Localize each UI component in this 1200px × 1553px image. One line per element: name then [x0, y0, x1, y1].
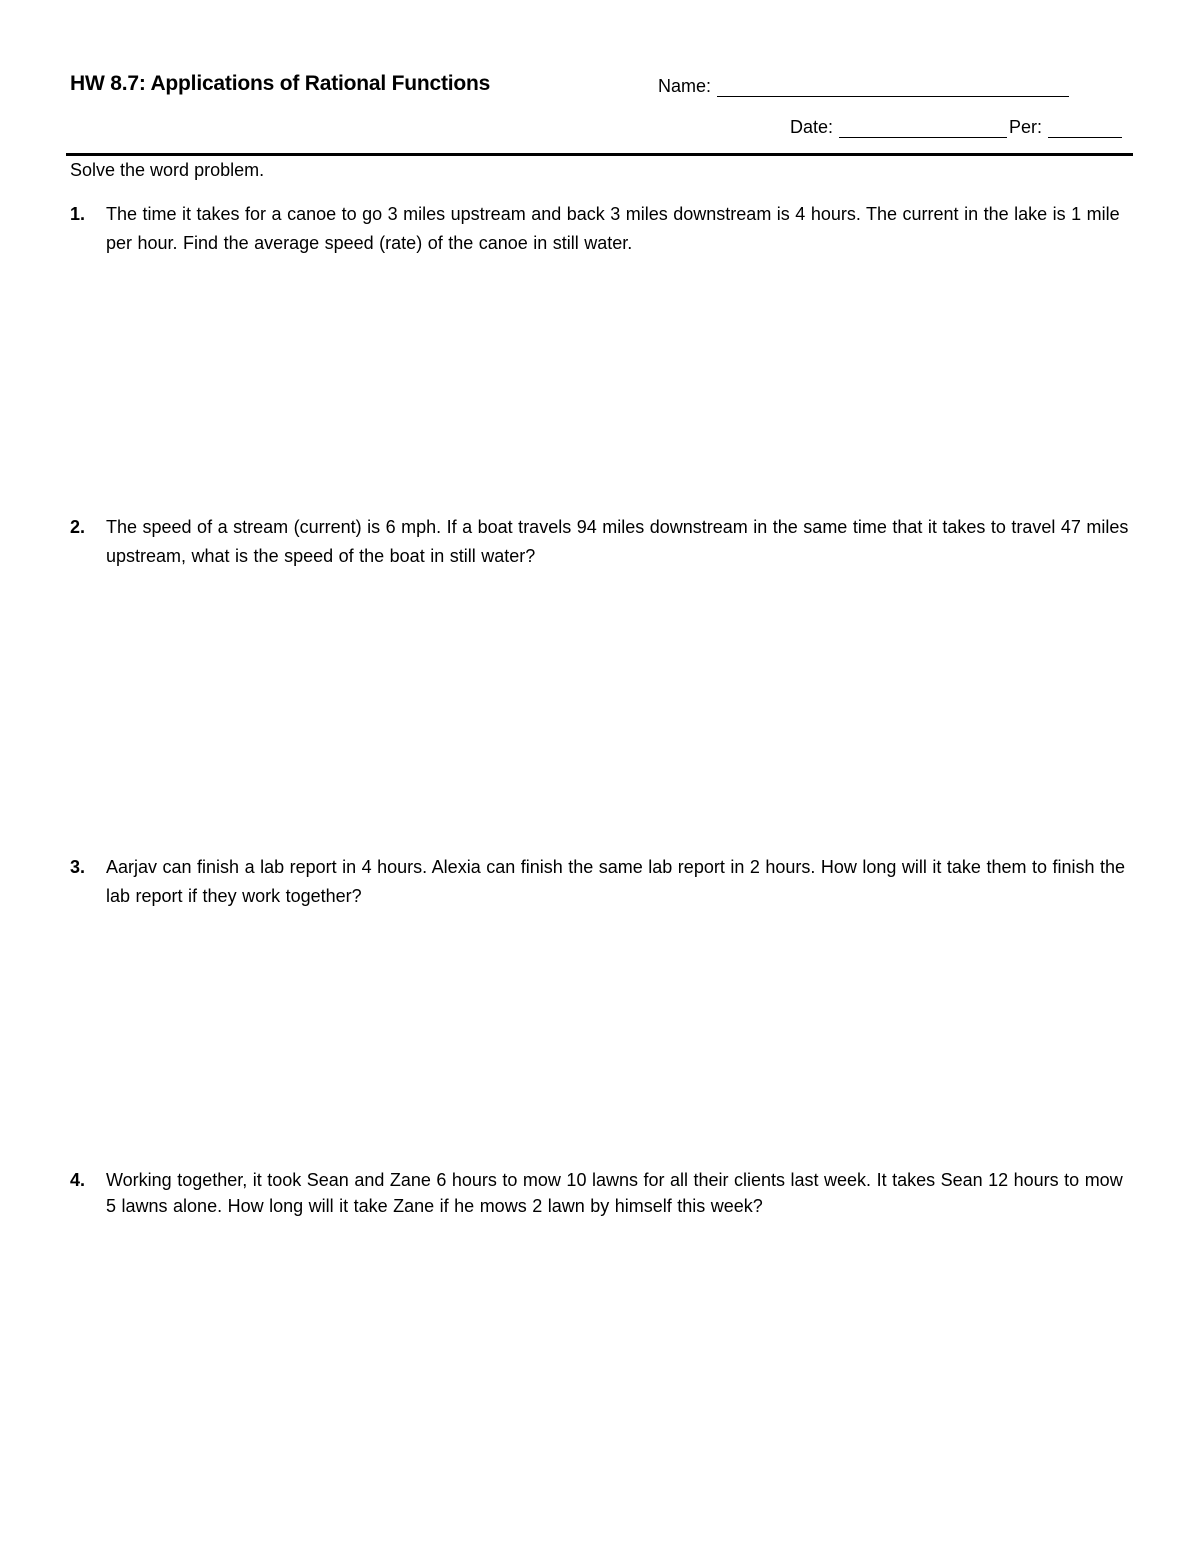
problem-text: The speed of a stream (current) is 6 mph. If a boat travels 94 miles downstream in the same time that it takes to travel 47 miles upstream, what is the speed of the boat in still water? [106, 517, 1129, 566]
problem-number: 2. [70, 517, 86, 537]
date-blank[interactable] [839, 119, 1007, 138]
problem-number: 3. [70, 857, 86, 877]
name-field [658, 76, 1069, 97]
problem-text: The time it takes for a canoe to go 3 miles upstream and back 3 miles downstream is 4 hours. The current in the lake is 1 mile per hour. Find the average speed (rate) of the canoe in still water. [106, 204, 1120, 253]
name-label: Name: [658, 76, 712, 96]
problem-4 [70, 1167, 1130, 1219]
problem-number: 4. [70, 1170, 86, 1190]
problem-3 [70, 853, 1130, 911]
name-blank[interactable] [717, 78, 1069, 97]
date-per-row [790, 117, 1122, 138]
page-title: HW 8.7: Applications of Rational Functions [70, 72, 491, 95]
problem-number: 1. [70, 204, 86, 224]
instructions: Solve the word problem. [70, 160, 265, 180]
date-label: Date: [790, 117, 834, 137]
problem-text: Aarjav can finish a lab report in 4 hours. Alexia can finish the same lab report in 2 hours. How long will it take them to finish the lab report if they work together? [106, 857, 1126, 906]
problem-1 [70, 200, 1130, 258]
per-blank[interactable] [1048, 119, 1122, 138]
problem-2 [70, 513, 1130, 571]
per-label: Per: [1009, 117, 1043, 137]
problem-text: Working together, it took Sean and Zane 6 hours to mow 10 lawns for all their clients last week. It takes Sean 12 hours to mow 5 lawns alone. How long will it take Zane if he mows 2 lawn by himself this week? [106, 1170, 1123, 1216]
header-divider [66, 153, 1133, 156]
